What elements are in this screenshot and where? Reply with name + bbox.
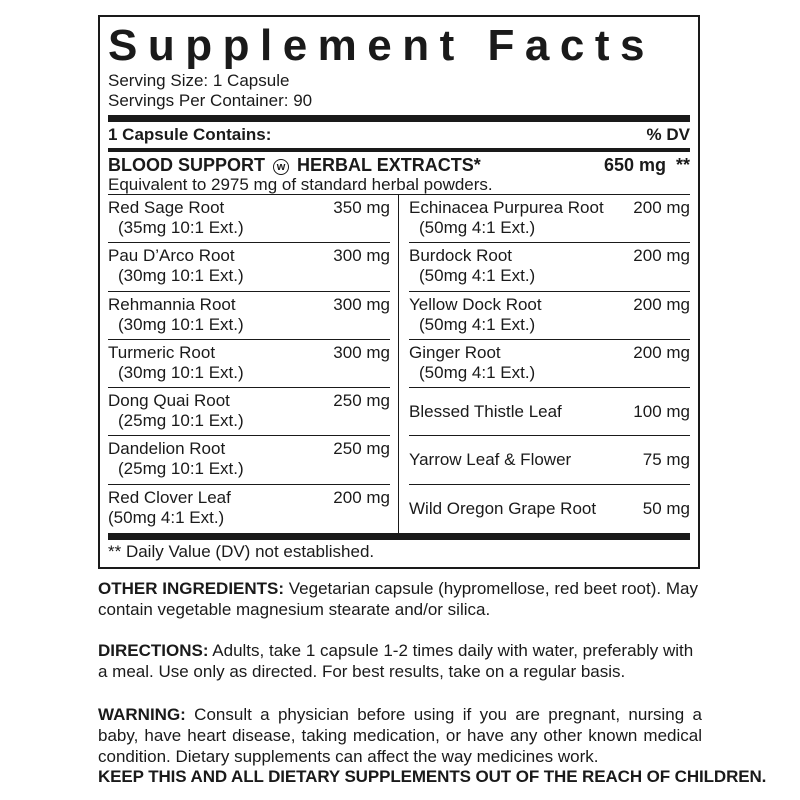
- directions: [98, 640, 702, 682]
- ingredient-row: [409, 436, 690, 484]
- ingredient-column-right: [399, 195, 690, 533]
- contains-label: 1 Capsule Contains:: [108, 125, 272, 144]
- ingredient-name: Ginger Root: [409, 342, 501, 362]
- ingredient-row: [108, 195, 390, 243]
- supplement-facts-panel: [98, 15, 700, 569]
- blend-amount: 650 mg **: [603, 155, 690, 175]
- ingredient-name: Red Clover Leaf: [108, 487, 231, 507]
- ingredient-name: Yarrow Leaf & Flower: [409, 450, 572, 470]
- warning-text: Consult a physician before using if you are pregnant, nursing a baby, have heart disease, taking medication, or have any other known medical condition. Dietary supplements can affect the way medicines work.: [98, 705, 702, 766]
- ingredient-grid: [108, 195, 690, 533]
- ingredient-name: Yellow Dock Root: [409, 294, 542, 314]
- ingredient-extract: (30mg 10:1 Ext.): [118, 266, 244, 286]
- ingredient-name: Pau D’Arco Root: [108, 246, 235, 266]
- ingredient-row: [108, 485, 390, 533]
- blend-equivalent: Equivalent to 2975 mg of standard herbal powders.: [108, 175, 493, 194]
- ingredient-extract: (50mg 4:1 Ext.): [419, 266, 536, 286]
- ingredient-amount: 100 mg: [633, 401, 690, 421]
- ingredient-extract: (35mg 10:1 Ext.): [118, 218, 244, 237]
- ingredient-row: [108, 388, 390, 436]
- ingredient-extract: (50mg 4:1 Ext.): [419, 218, 536, 237]
- ingredient-name: Dong Quai Root: [108, 391, 230, 411]
- other-ingredients: [98, 578, 702, 620]
- servings-per-container: Servings Per Container: 90: [108, 91, 313, 110]
- ingredient-row: [409, 485, 690, 533]
- serving-size: Serving Size: 1 Capsule: [108, 71, 290, 90]
- ingredient-name: Red Sage Root: [108, 198, 225, 217]
- ingredient-name: Turmeric Root: [108, 342, 216, 362]
- ingredient-extract: (30mg 10:1 Ext.): [118, 314, 244, 334]
- ingredient-amount: 350 mg: [333, 198, 390, 217]
- ingredient-row: [108, 340, 390, 388]
- ingredient-row: [409, 292, 690, 340]
- w-circle-icon: w: [273, 159, 289, 175]
- contains-row: [108, 125, 690, 145]
- ingredient-amount: 200 mg: [633, 246, 690, 266]
- ingredient-amount: 200 mg: [633, 294, 690, 314]
- blend-name-part1: BLOOD SUPPORT: [108, 155, 266, 175]
- ingredient-amount: 300 mg: [333, 294, 390, 314]
- ingredient-amount: 50 mg: [642, 498, 690, 518]
- ingredient-amount: 300 mg: [333, 342, 390, 362]
- ingredient-amount: 300 mg: [333, 246, 390, 266]
- other-ingredients-text: Vegetarian capsule (hypromellose, red beet root). May contain vegetable magnesium stearate and/or silica.: [98, 579, 698, 619]
- directions-text: Adults, take 1 capsule 1-2 times daily with water, preferably with a meal. Use only as directed. For best results, take on a regular basis.: [98, 641, 694, 681]
- ingredient-column-left: [108, 195, 399, 533]
- blend-header: [108, 155, 690, 175]
- dv-footnote: ** Daily Value (DV) not established.: [108, 542, 375, 562]
- ingredient-extract: (50mg 4:1 Ext.): [419, 314, 536, 334]
- ingredient-name: Rehmannia Root: [108, 294, 236, 314]
- ingredient-amount: 200 mg: [633, 342, 690, 362]
- ingredient-row: [108, 243, 390, 291]
- keep-out-of-reach: KEEP THIS AND ALL DIETARY SUPPLEMENTS OUT OF THE REACH OF CHILDREN.: [98, 767, 767, 786]
- ingredient-name: Burdock Root: [409, 246, 512, 266]
- ingredient-name: Wild Oregon Grape Root: [409, 498, 597, 518]
- warning-label: WARNING:: [98, 705, 186, 724]
- ingredient-amount: 250 mg: [333, 391, 390, 411]
- ingredient-row: [409, 340, 690, 388]
- ingredient-amount: 75 mg: [642, 450, 690, 470]
- other-ingredients-label: OTHER INGREDIENTS:: [98, 579, 285, 598]
- ingredient-row: [409, 243, 690, 291]
- divider-medium: [108, 148, 690, 152]
- ingredient-extract: (30mg 10:1 Ext.): [118, 362, 244, 382]
- ingredient-amount: 200 mg: [333, 487, 390, 507]
- ingredient-row: [409, 388, 690, 436]
- ingredient-extract: (50mg 4:1 Ext.): [108, 507, 225, 527]
- ingredient-amount: 250 mg: [333, 439, 390, 459]
- ingredient-extract: (25mg 10:1 Ext.): [118, 459, 244, 479]
- warning: [98, 704, 702, 767]
- ingredient-row: [108, 436, 390, 484]
- panel-title: Supplement Facts: [108, 21, 655, 70]
- ingredient-extract: (50mg 4:1 Ext.): [419, 362, 536, 382]
- ingredient-amount: 200 mg: [633, 198, 690, 217]
- divider-thick: [108, 115, 690, 122]
- ingredient-row: [108, 292, 390, 340]
- ingredient-name: Dandelion Root: [108, 439, 226, 459]
- divider-thick-bottom: [108, 533, 690, 540]
- ingredient-name: Blessed Thistle Leaf: [409, 401, 562, 421]
- blend-name-part2: HERBAL EXTRACTS*: [297, 155, 481, 175]
- ingredient-name: Echinacea Purpurea Root: [409, 198, 604, 217]
- ingredient-extract: (25mg 10:1 Ext.): [118, 411, 244, 431]
- dv-label: % DV: [646, 125, 690, 144]
- ingredient-row: [409, 195, 690, 243]
- directions-label: DIRECTIONS:: [98, 641, 209, 660]
